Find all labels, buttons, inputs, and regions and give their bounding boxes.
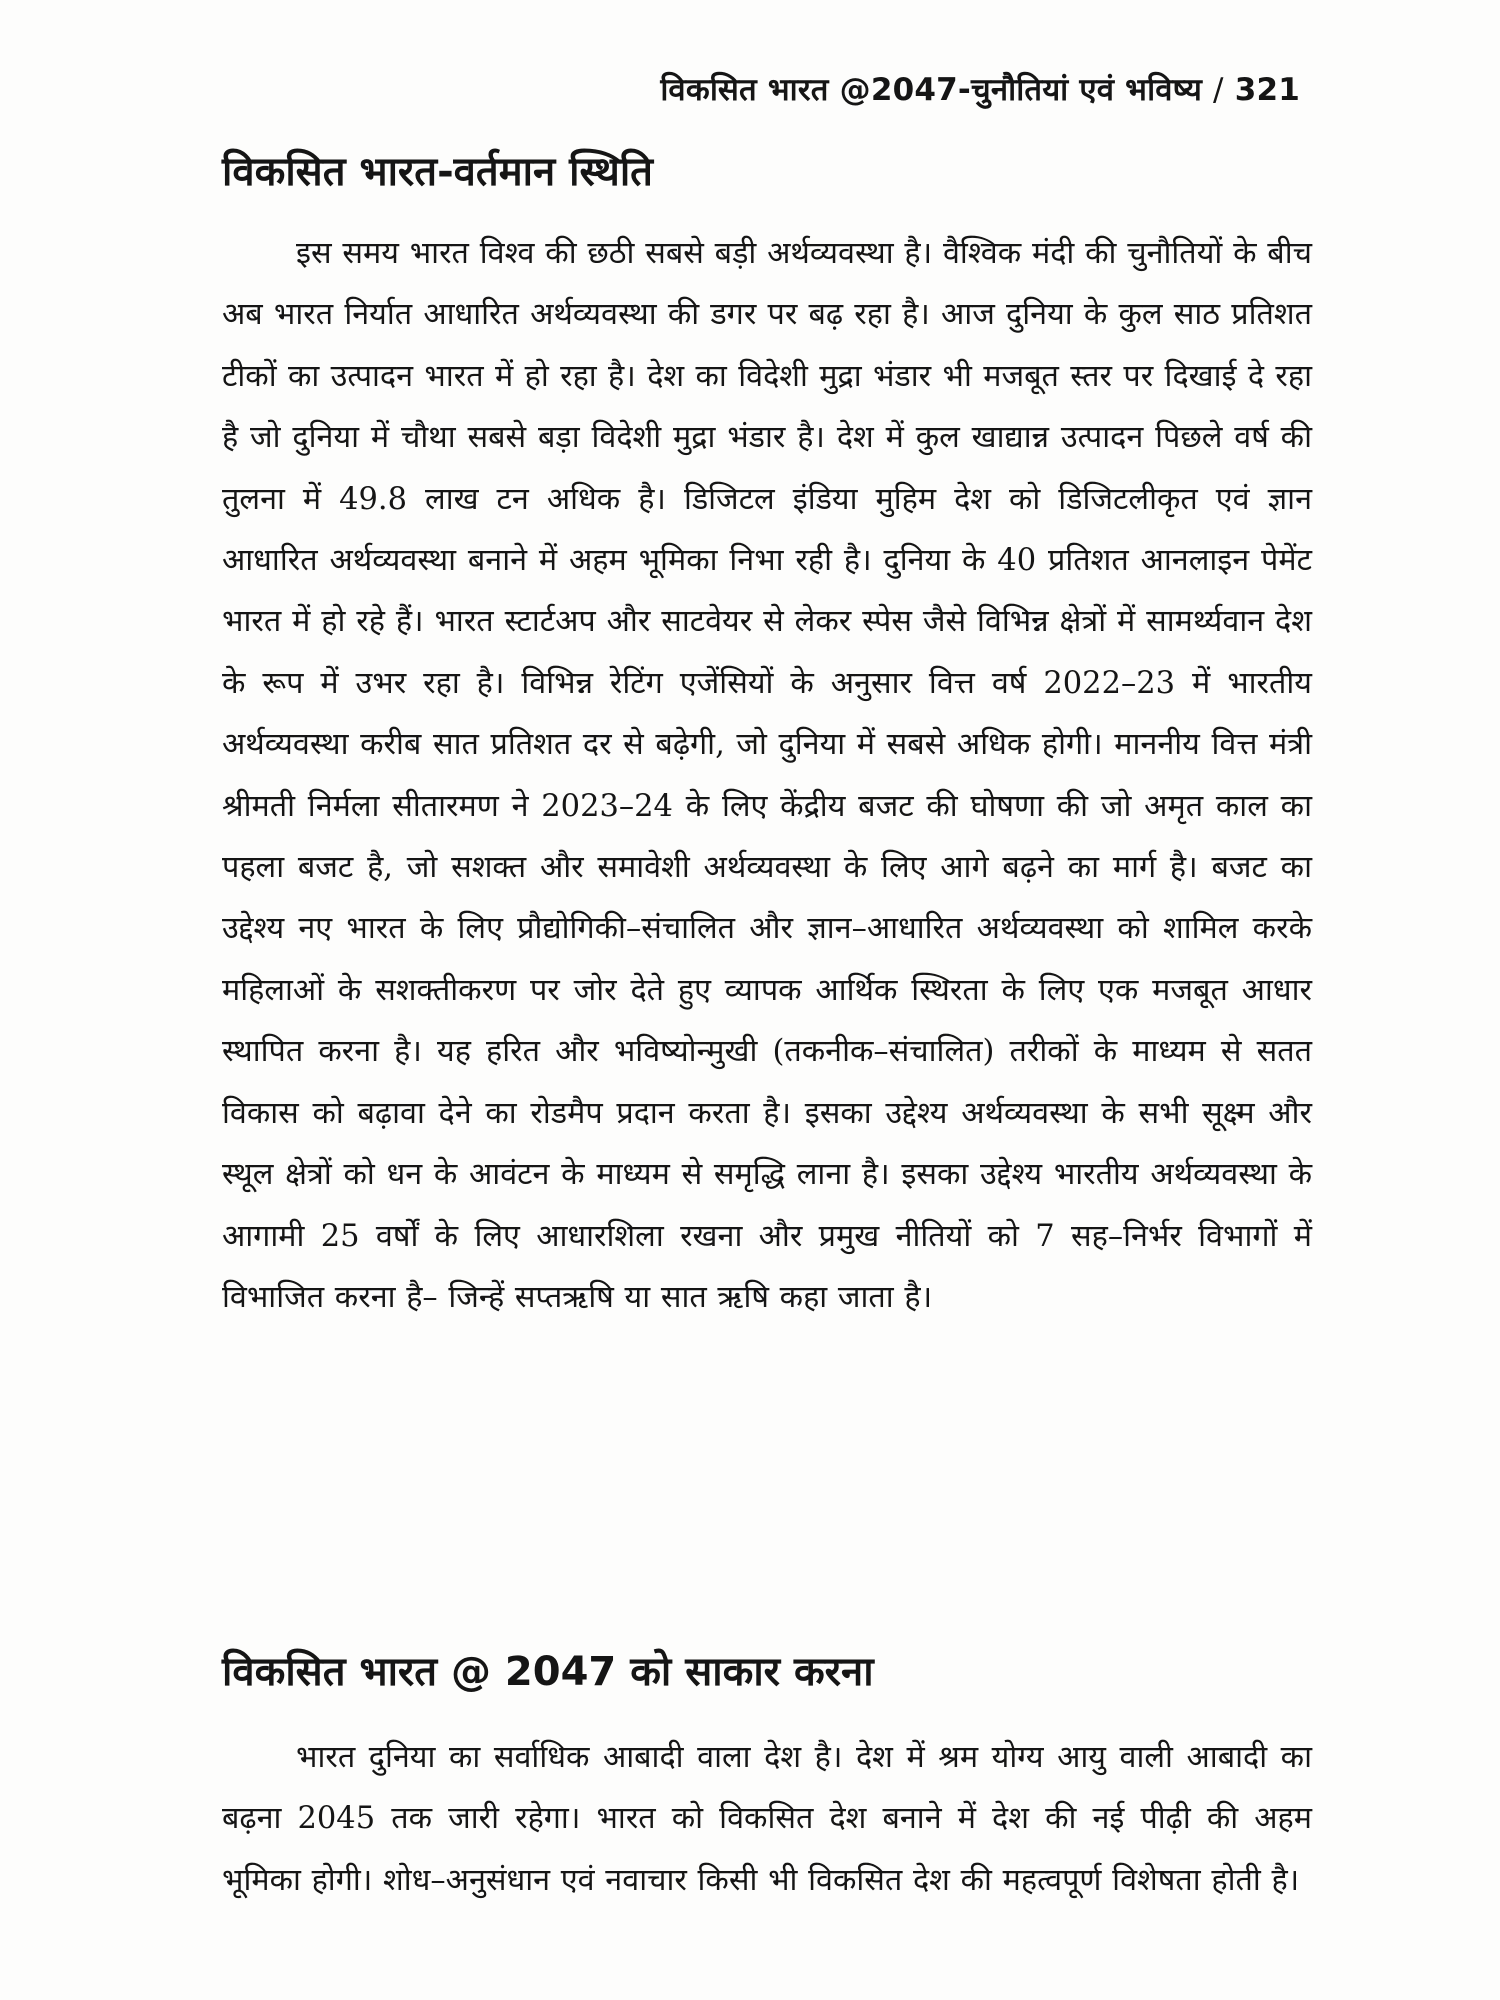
section-realizing-2047 bbox=[222, 1642, 1312, 1911]
section-heading: विकसित भारत @ 2047 को साकार करना bbox=[222, 1649, 874, 1695]
section-heading: विकसित भारत-वर्तमान स्थिति bbox=[222, 149, 653, 195]
book-title: विकसित भारत @2047-चुनौतियां एवं भविष्य bbox=[660, 72, 1203, 108]
section-current-status bbox=[222, 142, 1312, 1328]
header-separator: / bbox=[1213, 72, 1224, 108]
section-paragraph: भारत दुनिया का सर्वाधिक आबादी वाला देश है। देश में श्रम योग्य आयु वाली आबादी का बढ़ना 2045 तक जारी रहेगा। भारत को विकसित देश बनाने में देश की नई पीढ़ी की अहम भूमिका होगी। शोध–अनुसंधान एवं नवाचार किसी भी विकसित देश की महत्वपूर्ण विशेषता होती है। bbox=[222, 1740, 1312, 1898]
running-header bbox=[660, 68, 1300, 110]
page-number: 321 bbox=[1234, 72, 1300, 108]
section-paragraph: इस समय भारत विश्व की छठी सबसे बड़ी अर्थव्यवस्था है। वैश्विक मंदी की चुनौतियों के बीच अब भारत निर्यात आधारित अर्थव्यवस्था की डगर पर बढ़ रहा है। आज दुनिया के कुल साठ प्रतिशत टीकों का उत्पादन भारत में हो रहा है। देश का विदेशी मुद्रा भंडार भी मजबूत स्तर पर दिखाई दे रहा है जो दुनिया में चौथा सबसे बड़ा विदेशी मुद्रा भंडार है। देश में कुल खाद्यान्न उत्पादन पिछले वर्ष की तुलना में 49.8 लाख टन अधिक है। डिजिटल इंडिया मुहिम देश को डिजिटलीकृत एवं ज्ञान आधारित अर्थव्यवस्था बनाने में अहम भूमिका निभा रही है। दुनिया के 40 प्रतिशत आनलाइन पेमेंट भारत में हो रहे हैं। भारत स्टार्टअप और साटवेयर से लेकर स्पेस जैसे विभिन्न क्षेत्रों में सामर्थ्यवान देश के रूप में उभर रहा है। विभिन्न रेटिंग एजेंसियों के अनुसार वित्त वर्ष 2022–23 में भारतीय अर्थव्यवस्था करीब सात प्रतिशत दर से बढ़ेगी, जो दुनिया में सबसे अधिक होगी। माननीय वित्त मंत्री श्रीमती निर्मला सीतारमण ने 2023–24 के लिए केंद्रीय बजट की घोषणा की जो अमृत काल का पहला बजट है, जो सशक्त और समावेशी अर्थव्यवस्था के लिए आगे बढ़ने का मार्ग है। बजट का उद्देश्य नए भारत के लिए प्रौद्योगिकी–संचालित और ज्ञान–आधारित अर्थव्यवस्था को शामिल करके महिलाओं के सशक्तीकरण पर जोर देते हुए व्यापक आर्थिक स्थिरता के लिए एक मजबूत आधार स्थापित करना है। यह हरित और भविष्योन्मुखी (तकनीक–संचालित) तरीकों के माध्यम से सतत विकास को बढ़ावा देने का रोडमैप प्रदान करता है। इसका उद्देश्य अर्थव्यवस्था के सभी सूक्ष्म और स्थूल क्षेत्रों को धन के आवंटन के माध्यम से समृद्धि लाना है। इसका उद्देश्य भारतीय अर्थव्यवस्था के आगामी 25 वर्षों के लिए आधारशिला रखना और प्रमुख नीतियों को 7 सह–निर्भर विभागों में विभाजित करना है– जिन्हें सप्तऋषि या सात ऋषि कहा जाता है। bbox=[222, 236, 1312, 1315]
